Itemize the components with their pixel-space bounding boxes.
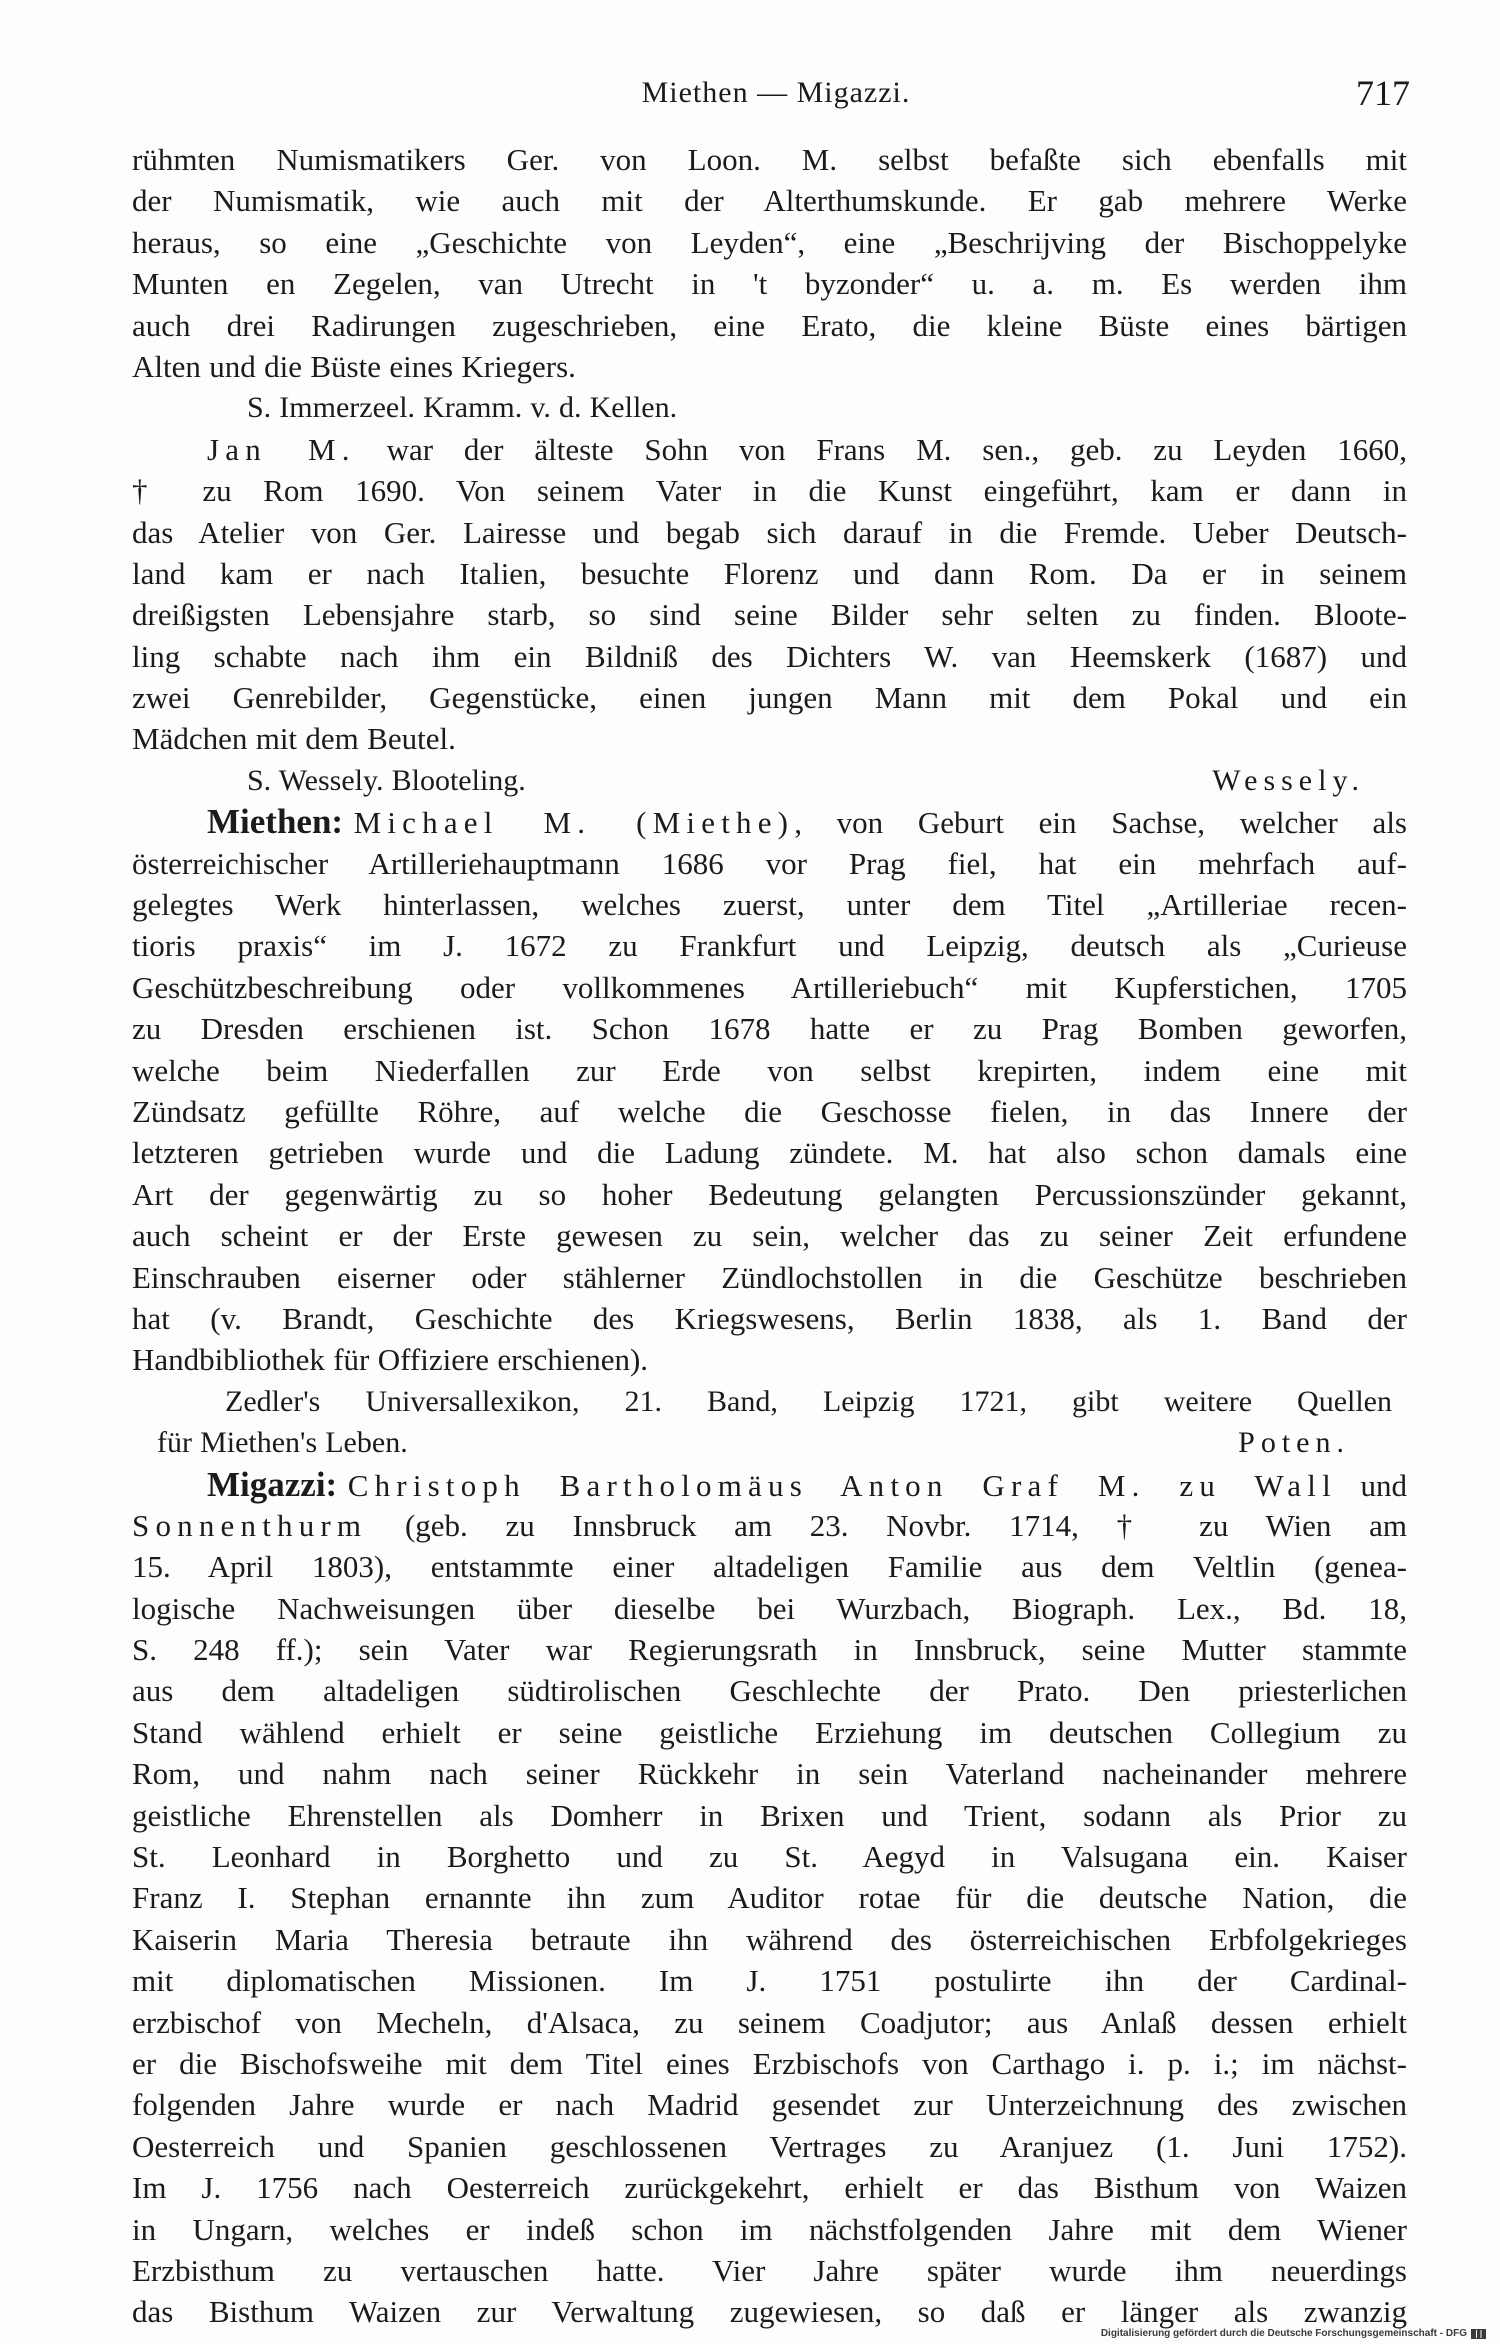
text-line [157,1422,1392,1463]
text-line [132,1836,1407,1877]
line-text: S. Immerzeel. Kramm. v. d. Kellen. [247,391,678,425]
text-line [132,1050,1407,1091]
line-text: Geschützbeschreibung oder vollkommenes Artilleriebuch“ mit Kupferstichen, 1705 [132,969,1407,1005]
text-line [132,636,1407,677]
line-text: gelegtes Werk hinterlassen, welches zuerst, unter dem Titel „Artilleriae recen- [132,887,1407,923]
line-text: letzteren getrieben wurde und die Ladung zündete. M. hat also schon damals eine [132,1135,1407,1171]
line-text: logische Nachweisungen über dieselbe bei Wurzbach, Biograph. Lex., Bd. 18, [132,1590,1407,1626]
text-line [132,594,1407,635]
text-line [132,222,1407,263]
text-line [132,305,1407,346]
entry-headword: Miethen: [207,802,344,842]
text-line [132,2043,1407,2084]
text-line [132,2126,1407,2167]
page-number: 717 [1356,73,1410,113]
line-text: land kam er nach Italien, besuchte Florenz und dann Rom. Da er in seinem [132,555,1407,591]
text-line [132,843,1407,884]
line-text: folgenden Jahre wurde er nach Madrid gesendet zur Unterzeichnung des zwischen [132,2087,1407,2123]
text-line [132,139,1407,180]
text-line [132,967,1407,1008]
line-text: und [1336,1467,1407,1503]
text-line [132,677,1407,718]
text-line [132,553,1407,594]
line-text: Alten und die Büste eines Kriegers. [132,348,576,384]
text-line [132,1629,1407,1670]
line-text: 15. April 1803), entstammte einer altadeligen Familie aus dem Veltlin (genea- [132,1549,1407,1585]
text-line [132,1339,1407,1380]
line-text: auch scheint er der Erste gewesen zu sein, welcher das zu seiner Zeit erfundene [132,1218,1407,1254]
line-text: Handbibliothek für Offiziere erschienen). [132,1342,649,1378]
line-text: in Ungarn, welches er indeß schon im nächstfolgenden Jahre mit dem Wiener [132,2211,1407,2247]
text-line [132,1877,1407,1918]
line-text: zwei Genrebilder, Gegenstücke, einen jungen Mann mit dem Pokal und ein [132,680,1407,716]
line-text: dreißigsten Lebensjahre starb, so sind seine Bilder sehr selten zu finden. Bloote- [132,597,1407,633]
digitization-footer [1101,2327,1486,2341]
paragraph [132,387,1407,428]
line-text: Zündsatz gefüllte Röhre, auf welche die Geschosse fielen, in das Innere der [132,1093,1407,1129]
paragraph [132,139,1407,387]
line-text: Oesterreich und Spanien geschlossenen Vertrages zu Aranjuez (1. Juni 1752). [132,2128,1407,2164]
spaced-name: Jan M. [207,431,356,467]
line-text: , von Geburt ein Sachse, welcher als [794,805,1407,841]
text-line [132,1670,1407,1711]
text-line [132,1753,1407,1794]
spaced-name: Christoph Bartholomäus Anton Graf M. zu Wall [347,1467,1337,1503]
paragraph [132,801,1407,1380]
text-line [132,1008,1407,1049]
paragraph [132,1464,1407,2333]
text-line [132,1132,1407,1173]
text-line [132,1298,1407,1339]
line-text: Zedler's Universallexikon, 21. Band, Leipzig 1721, gibt weitere Quellen [225,1384,1392,1418]
reference-text [157,1422,408,1463]
line-text: Im J. 1756 nach Oesterreich zurückgekehrt, erhielt er das Bisthum von Waizen [132,2170,1407,2206]
text-line [132,1795,1407,1836]
line-text: geistliche Ehrenstellen als Domherr in Brixen und Trient, sodann als Prior zu [132,1797,1407,1833]
line-text: Kaiserin Maria Theresia betraute ihn während des österreichischen Erbfolgekrieges [132,1921,1407,1957]
reference-text [247,760,526,801]
line-text: ling schabte nach ihm ein Bildniß des Dichters W. van Heemskerk (1687) und [132,638,1407,674]
text-line [132,346,1407,387]
line-text: mit diplomatischen Missionen. Im J. 1751 postulirte ihn der Cardinal- [132,1963,1407,1999]
line-text: für Miethen's Leben. [157,1426,408,1460]
line-text: Franz I. Stephan ernannte ihn zum Auditor rotae für die deutsche Nation, die [132,1880,1407,1916]
article-text [132,139,1407,2333]
text-line [132,1091,1407,1132]
line-text: welche beim Niederfallen zur Erde von selbst krepirten, indem eine mit [132,1052,1407,1088]
line-text: Erzbisthum zu vertauschen hatte. Vier Jahre später wurde ihm neuerdings [132,2252,1407,2288]
line-text: zu Dresden erschienen ist. Schon 1678 hatte er zu Prag Bomben geworfen, [132,1011,1407,1047]
line-text: Mädchen mit dem Beutel. [132,721,456,757]
text-line [132,718,1407,759]
text-line [132,1712,1407,1753]
text-line [132,884,1407,925]
text-line [132,1215,1407,1256]
line-text: der Numismatik, wie auch mit der Alterthumskunde. Er gab mehrere Werke [132,183,1407,219]
line-text: das Atelier von Ger. Lairesse und begab sich darauf in die Fremde. Ueber Deutsch- [132,514,1407,550]
text-line [132,2002,1407,2043]
text-line [132,2209,1407,2250]
line-text: aus dem altadeligen südtirolischen Geschlechte der Prato. Den priesterlichen [132,1673,1407,1709]
paragraph [132,760,1407,801]
text-line [132,925,1407,966]
line-text: † zu Rom 1690. Von seinem Vater in die Kunst eingeführt, kam er dann in [132,473,1407,509]
text-line [132,1546,1407,1587]
text-line [132,2250,1407,2291]
line-text: erzbischof von Mecheln, d'Alsaca, zu seinem Coadjutor; aus Anlaß dessen erhielt [132,2004,1407,2040]
line-text: S. Wessely. Blooteling. [247,763,526,797]
line-text: S. 248 ff.); sein Vater war Regierungsrath in Innsbruck, seine Mutter stammte [132,1632,1407,1668]
dfg-logo-icon [1471,2329,1486,2339]
text-line [132,1464,1407,1505]
spaced-name: Sonnenthurm [132,1507,368,1543]
line-text: (geb. zu Innsbruck am 23. Novbr. 1714, † zu Wien am [367,1507,1407,1543]
text-line [132,1919,1407,1960]
paragraph [132,1381,1407,1464]
text-line [132,1960,1407,2001]
line-text: Einschrauben eiserner oder stählerner Zündlochstollen in die Geschütze beschrieben [132,1259,1407,1295]
entry-headword: Migazzi: [207,1464,338,1504]
line-text: Art der gegenwärtig zu so hoher Bedeutung gelangten Percussionszünder gekannt, [132,1176,1407,1212]
text-line [132,263,1407,304]
line-text: auch drei Radirungen zugeschrieben, eine Erato, die kleine Büste eines bärtigen [132,307,1407,343]
text-line [132,801,1407,842]
text-line [132,512,1407,553]
text-line [247,760,1407,801]
text-line [132,470,1407,511]
line-text: war der älteste Sohn von Frans M. sen., geb. zu Leyden 1660, [355,431,1407,467]
line-text: rühmten Numismatikers Ger. von Loon. M. selbst befaßte sich ebenfalls mit [132,142,1407,177]
text-line [132,1588,1407,1629]
text-line [132,1505,1407,1546]
line-text: Stand wählend erhielt er seine geistliche Erziehung im deutschen Collegium zu [132,1714,1407,1750]
line-text: das Bisthum Waizen zur Verwaltung zugewiesen, so daß er länger als zwanzig [132,2294,1407,2330]
line-text: österreichischer Artilleriehauptmann 1686 vor Prag fiel, hat ein mehrfach auf- [132,845,1407,881]
spaced-name: Michael M. (Miethe) [353,805,795,841]
text-line [157,1381,1392,1422]
text-line [132,429,1407,470]
line-text: heraus, so eine „Geschichte von Leyden“, eine „Beschrijving der Bischoppelyke [132,224,1407,260]
text-line [132,2167,1407,2208]
text-line [132,2084,1407,2125]
text-line [247,387,1407,428]
text-line [132,1174,1407,1215]
digitization-credit: Digitalisierung gefördert durch die Deutsche Forschungsgemeinschaft - DFG [1100,2328,1467,2339]
line-text: Munten en Zegelen, van Utrecht in 't byzonder“ u. a. m. Es werden ihm [132,266,1407,302]
line-text: Rom, und nahm nach seiner Rückkehr in sein Vaterland nacheinander mehrere [132,1756,1407,1792]
line-text: St. Leonhard in Borghetto und zu St. Aegyd in Valsugana ein. Kaiser [132,1839,1407,1875]
line-text: er die Bischofsweihe mit dem Titel eines Erzbischofs von Carthago i. p. i.; im nächst- [132,2045,1407,2081]
running-title: Miethen — Migazzi. [641,76,911,109]
text-line [132,180,1407,221]
paragraph [132,429,1407,760]
author-signature: Wessely. [1212,763,1365,797]
line-text: tioris praxis“ im J. 1672 zu Frankfurt und Leipzig, deutsch als „Curieuse [132,928,1407,964]
line-text: hat (v. Brandt, Geschichte des Kriegswesens, Berlin 1838, als 1. Band der [132,1300,1407,1336]
author-signature: Poten. [1238,1426,1350,1460]
text-line [132,1257,1407,1298]
